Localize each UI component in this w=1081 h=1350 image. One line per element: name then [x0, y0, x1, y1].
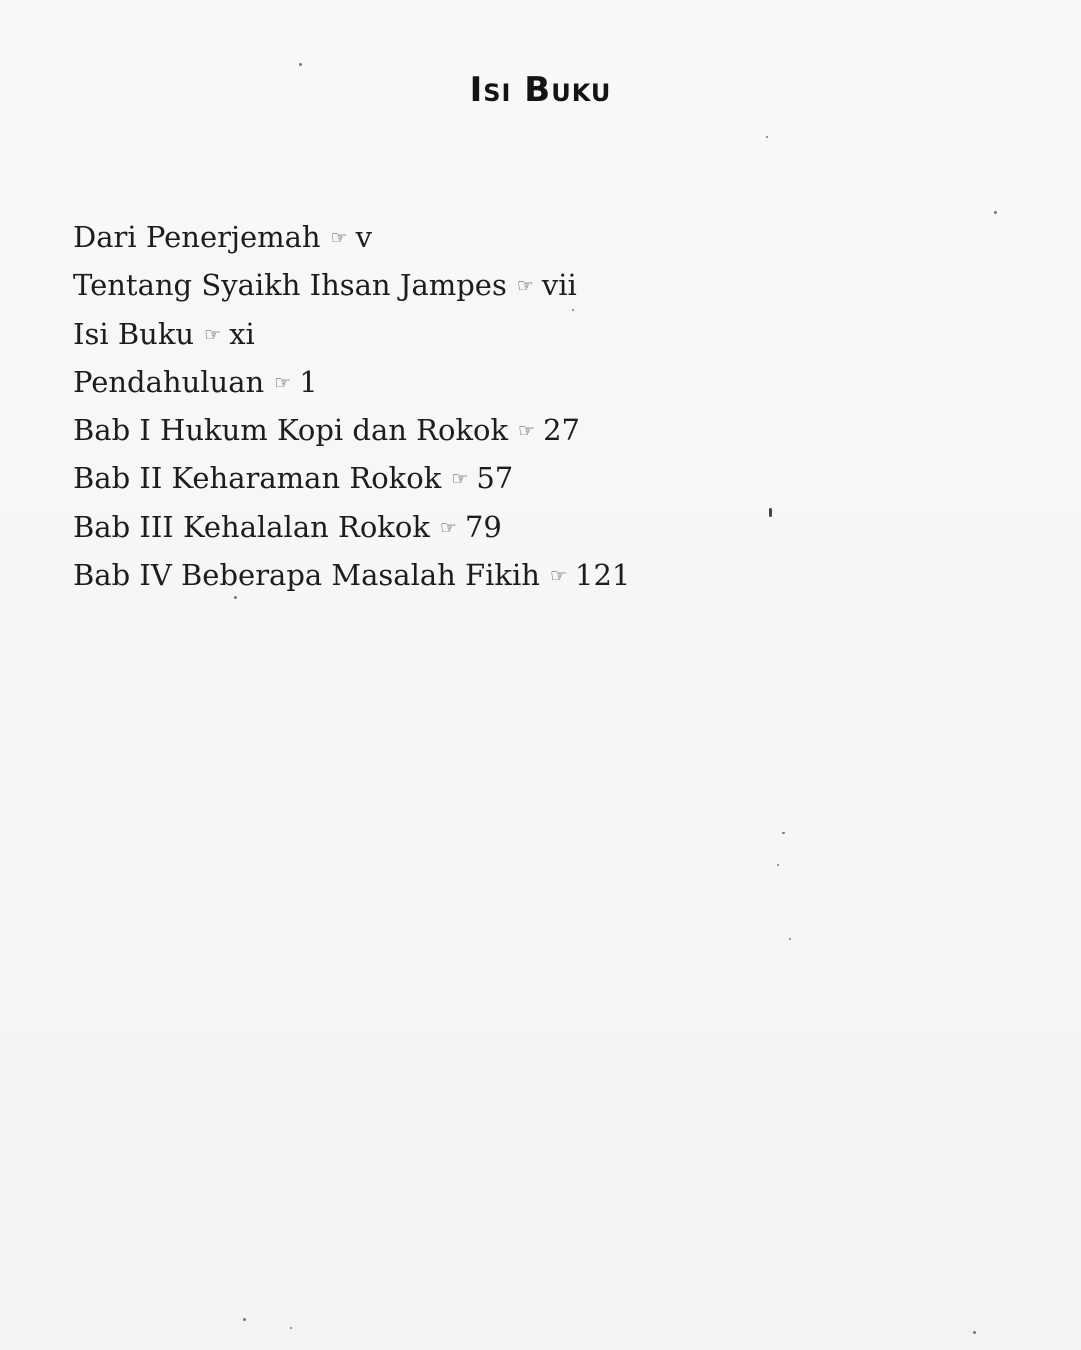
toc-entry-label: Isi Buku: [73, 316, 195, 351]
toc-entry-label: Bab IV Beberapa Masalah Fikih: [73, 558, 540, 593]
pointing-hand-icon: ☞: [516, 275, 534, 298]
pointing-hand-icon: ☞: [439, 516, 457, 539]
pointing-hand-icon: ☞: [204, 323, 222, 346]
page-title: Isi Buku: [469, 70, 612, 110]
scan-speck: [234, 596, 237, 599]
scan-speck: [769, 508, 772, 517]
toc-entry: [73, 262, 630, 310]
scan-speck: [789, 938, 791, 940]
toc-entry-page: 1: [299, 364, 318, 399]
toc-entry: [73, 504, 630, 552]
pointing-hand-icon: ☞: [451, 468, 469, 491]
toc-entry: [73, 214, 630, 262]
scan-speck: [777, 864, 779, 866]
scan-speck: [782, 832, 785, 834]
pointing-hand-icon: ☞: [330, 227, 348, 249]
toc-entry: [73, 552, 630, 600]
toc-entry-page: vii: [541, 268, 577, 303]
toc-entry: [73, 407, 630, 455]
scan-speck: [290, 1327, 292, 1329]
toc-entry-page: xi: [229, 316, 255, 351]
scan-speck: [766, 136, 768, 138]
toc-entry-label: Bab II Keharaman Rokok: [73, 461, 442, 496]
toc-entry-page: 27: [543, 413, 580, 448]
toc-entry-label: Pendahuluan: [73, 364, 265, 399]
toc-entry-page: 57: [476, 461, 514, 496]
toc-entry: [73, 359, 630, 407]
scan-speck: [973, 1331, 976, 1334]
toc-entry-page: 121: [575, 558, 631, 593]
toc-entry-label: Bab III Kehalalan Rokok: [73, 509, 430, 544]
toc-entry-page: 79: [464, 509, 502, 544]
toc-entry-label: Tentang Syaikh Ihsan Jampes: [73, 268, 507, 303]
toc-entry: [73, 455, 630, 503]
scan-speck: [299, 63, 302, 66]
scan-speck: [572, 309, 574, 311]
pointing-hand-icon: ☞: [518, 420, 536, 443]
scan-speck: [243, 1318, 246, 1321]
table-of-contents: [73, 214, 630, 600]
scan-speck: [994, 211, 997, 214]
toc-entry: [73, 311, 630, 359]
pointing-hand-icon: ☞: [274, 371, 292, 394]
toc-entry-label: Dari Penerjemah: [73, 220, 321, 254]
toc-entry-label: Bab I Hukum Kopi dan Rokok: [73, 413, 509, 448]
toc-entry-page: v: [355, 220, 373, 254]
pointing-hand-icon: ☞: [549, 565, 568, 588]
